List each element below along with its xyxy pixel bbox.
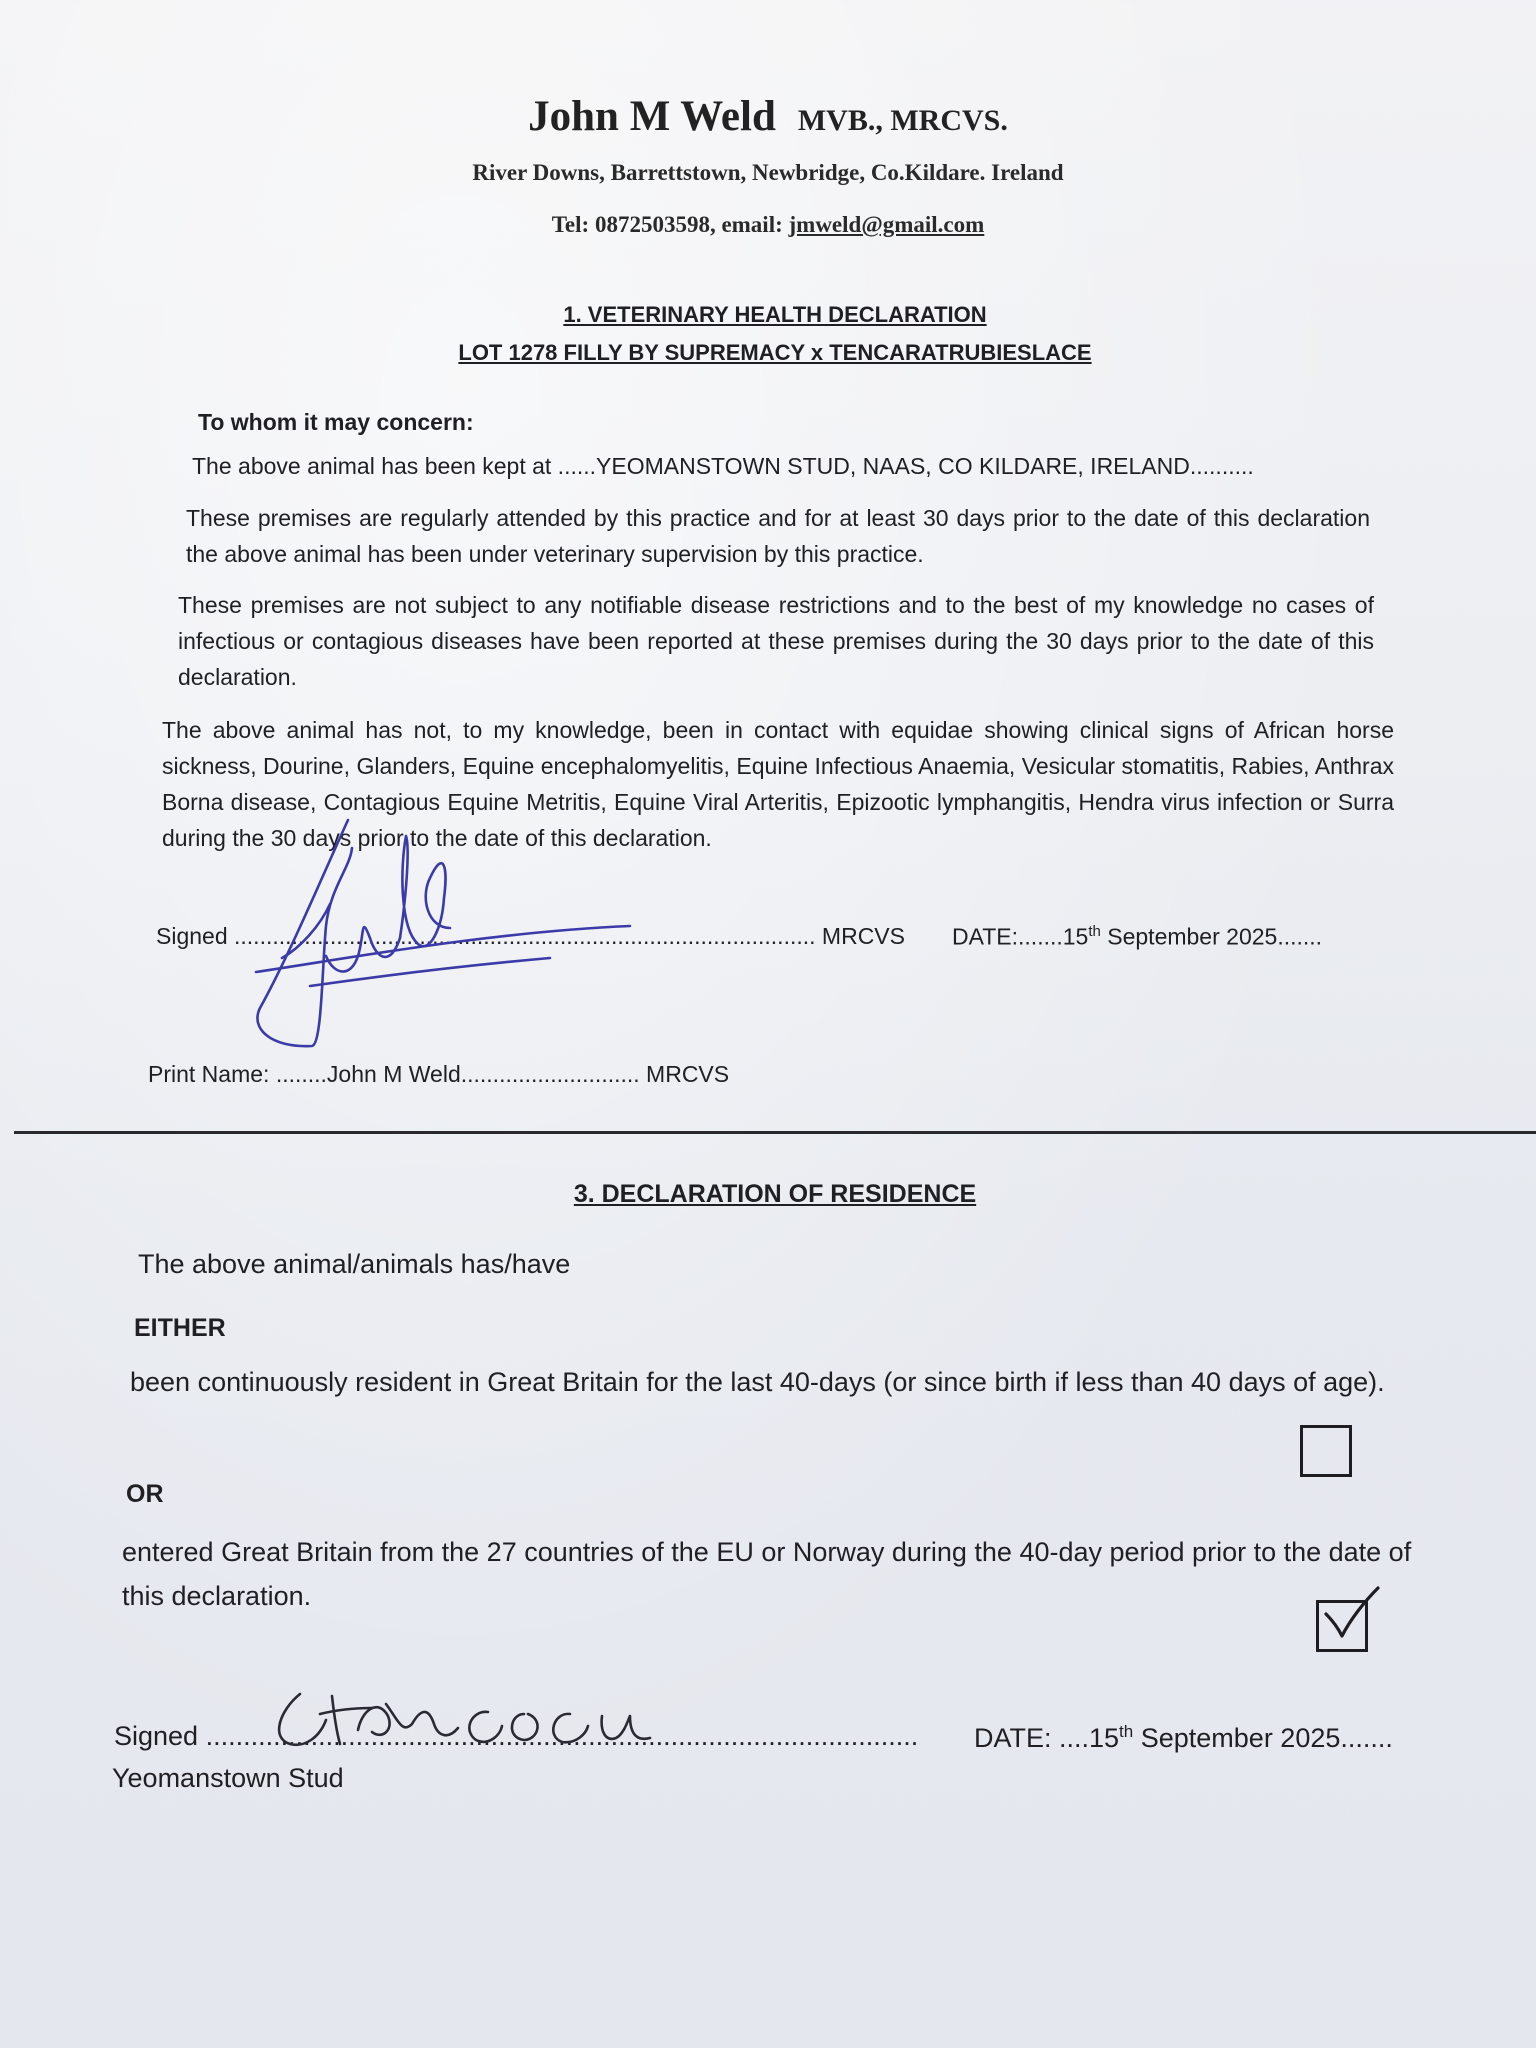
email-link[interactable]: jmweld@gmail.com bbox=[788, 212, 985, 237]
stud-signed-label: Signed bbox=[114, 1721, 199, 1751]
letterhead-address: River Downs, Barrettstown, Newbridge, Co.Kildare. Ireland bbox=[472, 160, 1064, 185]
stud-signature bbox=[262, 1680, 682, 1760]
signed-label: Signed bbox=[156, 923, 228, 949]
option-1-text: been continuously resident in Great Britain for the last 40-days (or since birth if less than 40 days of age). bbox=[130, 1367, 1385, 1397]
residence-intro: The above animal/animals has/have bbox=[138, 1249, 571, 1279]
signature-dots: ........................................................................................... bbox=[234, 923, 816, 949]
letterhead-name bbox=[0, 92, 1536, 141]
vet-signature bbox=[230, 808, 650, 1058]
stud-date bbox=[974, 1710, 1393, 1760]
salutation: To whom it may concern: bbox=[198, 409, 474, 435]
letterhead-contact bbox=[0, 212, 1536, 238]
option-2-text: entered Great Britain from the 27 countries of the EU or Norway during the 40-day period prior to the date of this declaration. bbox=[122, 1537, 1412, 1611]
residence-heading: 3. DECLARATION OF RESIDENCE bbox=[573, 1180, 977, 1208]
restrictions-paragraph: These premises are not subject to any notifiable disease restrictions and to the best of my knowledge no cases of infectious or contagious diseases have been reported at these premises during the 30 days prior to the date of this declaration. bbox=[178, 592, 1374, 690]
attended-paragraph: These premises are regularly attended by this practice and for at least 30 days prior to the date of this declaration the above animal has been under veterinary supervision by this practice. bbox=[186, 505, 1370, 567]
or-label: OR bbox=[126, 1480, 164, 1508]
stud-signature-dots: ............................................................................................... bbox=[205, 1721, 919, 1751]
option-2-check-mark bbox=[1318, 1580, 1388, 1650]
stud-date-suffix: September 2025....... bbox=[1133, 1723, 1393, 1753]
contact-paragraph: The above animal has not, to my knowledge, been in contact with equidae showing clinical signs of African horse sickness, Dourine, Glanders, Equine encephalomyelitis, Equine Infectious Anaemia, Vesicular stomatitis, Rabies, Anthrax Borna disease, Contagious Equine Metritis, Equine Viral Arteritis, Epizootic lymphangitis, Hendra virus infection or Surra during the 30 days prior to the date of this declaration. bbox=[162, 717, 1394, 851]
date-sup: th bbox=[1088, 923, 1101, 940]
stud-date-sup: th bbox=[1119, 1722, 1134, 1741]
vet-qualifications: MVB., MRCVS. bbox=[797, 104, 1008, 137]
signatory-name: Yeomanstown Stud bbox=[112, 1763, 344, 1793]
kept-at-line: The above animal has been kept at ......YEOMANSTOWN STUD, NAAS, CO KILDARE, IRELAND.......... bbox=[192, 453, 1254, 479]
lot-heading: LOT 1278 FILLY BY SUPREMACY x TENCARATRUBIESLACE bbox=[458, 340, 1092, 365]
stud-date-prefix: DATE: ....15 bbox=[974, 1723, 1120, 1753]
health-declaration-heading: 1. VETERINARY HEALTH DECLARATION bbox=[563, 302, 987, 327]
vet-date bbox=[952, 914, 1322, 955]
telephone: Tel: 0872503598, email: bbox=[551, 212, 789, 237]
signed-suffix: MRCVS bbox=[821, 923, 905, 949]
vet-name: John M Weld bbox=[528, 93, 776, 140]
option-1-checkbox[interactable] bbox=[1300, 1425, 1352, 1477]
section-divider bbox=[14, 1131, 1536, 1134]
either-label: EITHER bbox=[134, 1314, 226, 1342]
date-prefix: DATE:.......15 bbox=[952, 923, 1089, 950]
date-suffix: September 2025....... bbox=[1100, 923, 1323, 950]
print-name-line: Print Name: ........John M Weld............................ MRCVS bbox=[148, 1061, 730, 1087]
